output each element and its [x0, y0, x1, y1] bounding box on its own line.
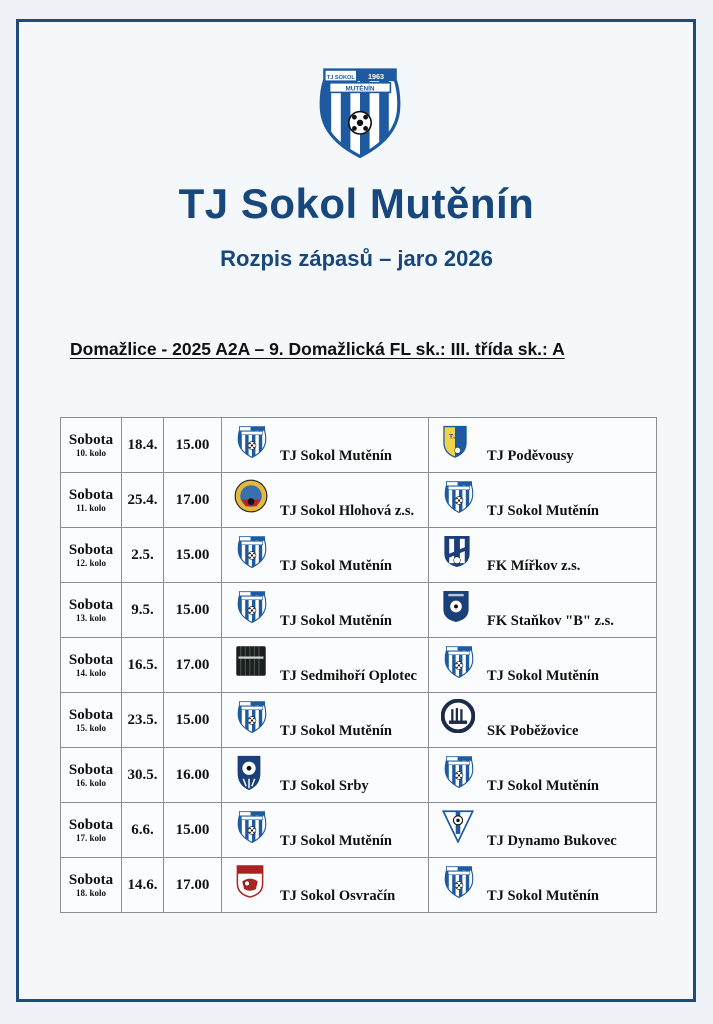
away-team-name: TJ Sokol Mutěnín — [487, 668, 599, 684]
day-label: Sobota — [68, 761, 114, 778]
time-cell: 15.00 — [164, 583, 222, 638]
mutenin-crest-icon — [441, 754, 477, 786]
time-cell: 15.00 — [164, 528, 222, 583]
date-cell: 2.5. — [122, 528, 164, 583]
date-cell: 16.5. — [122, 638, 164, 693]
oplotec-crest-icon — [234, 644, 270, 676]
time-cell: 17.00 — [164, 638, 222, 693]
day-label: Sobota — [68, 871, 114, 888]
round-label: 12. kolo — [75, 557, 106, 568]
date-cell: 30.5. — [122, 748, 164, 803]
svg-text:TJ: TJ — [449, 433, 457, 441]
date-cell: 23.5. — [122, 693, 164, 748]
home-team-cell — [222, 638, 429, 693]
round-label: 11. kolo — [76, 502, 106, 513]
day-label: Sobota — [68, 486, 114, 503]
page-title: TJ Sokol Mutěnín — [178, 180, 535, 227]
day-label: Sobota — [68, 706, 114, 723]
home-team-name: TJ Sokol Mutěnín — [280, 558, 392, 574]
home-team-name: TJ Sokol Mutěnín — [280, 613, 392, 629]
srby-crest-icon — [234, 754, 270, 786]
round-label: 18. kolo — [75, 887, 106, 898]
pobezovice-crest-icon — [441, 699, 477, 731]
home-team-cell — [222, 858, 429, 913]
home-team-cell — [222, 583, 429, 638]
svg-text:TJ SOKOL: TJ SOKOL — [326, 74, 355, 81]
away-team-cell — [429, 748, 657, 803]
mutenin-crest-icon — [234, 534, 270, 566]
time-cell: 15.00 — [164, 803, 222, 858]
home-team-name: TJ Sokol Hlohová z.s. — [280, 503, 415, 519]
table-row — [61, 748, 657, 803]
mutenin-crest-icon — [234, 809, 270, 841]
home-team-cell — [222, 803, 429, 858]
away-team-name: FK Staňkov "B" z.s. — [487, 613, 614, 629]
away-team-cell — [429, 638, 657, 693]
time-cell: 15.00 — [164, 418, 222, 473]
home-team-name: TJ Sokol Osvračín — [280, 888, 396, 904]
round-label: 15. kolo — [75, 722, 106, 733]
home-team-cell — [222, 693, 429, 748]
time-cell: 16.00 — [164, 748, 222, 803]
date-cell: 18.4. — [122, 418, 164, 473]
away-team-name: TJ Sokol Mutěnín — [487, 778, 599, 794]
date-cell: 6.6. — [122, 803, 164, 858]
day-cell — [61, 418, 122, 473]
day-cell — [61, 638, 122, 693]
away-team-name: TJ Sokol Mutěnín — [487, 888, 599, 904]
mutenin-crest-icon — [234, 424, 270, 456]
table-row — [61, 473, 657, 528]
day-cell — [61, 528, 122, 583]
away-team-name: TJ Sokol Mutěnín — [487, 503, 599, 519]
away-team-name: TJ Dynamo Bukovec — [487, 833, 617, 849]
away-team-cell — [429, 803, 657, 858]
round-label: 16. kolo — [75, 777, 106, 788]
away-team-cell — [429, 858, 657, 913]
away-team-name: TJ Poděvousy — [487, 448, 574, 464]
table-row — [61, 693, 657, 748]
away-team-cell — [429, 583, 657, 638]
home-team-cell — [222, 748, 429, 803]
page-subtitle: Rozpis zápasů – jaro 2026 — [220, 246, 493, 271]
home-team-cell — [222, 473, 429, 528]
day-label: Sobota — [68, 651, 114, 668]
home-team-name: TJ Sedmihoří Oplotec — [280, 668, 417, 684]
mutenin-crest-icon — [234, 699, 270, 731]
svg-text:1963: 1963 — [368, 71, 384, 81]
round-label: 17. kolo — [75, 832, 106, 843]
home-team-cell — [222, 418, 429, 473]
date-cell: 14.6. — [122, 858, 164, 913]
away-team-cell — [429, 418, 657, 473]
table-row — [61, 583, 657, 638]
league-heading: Domažlice - 2025 A2A – 9. Domažlická FL sk.: III. třída sk.: A — [70, 339, 565, 359]
mutenin-crest-icon — [441, 644, 477, 676]
day-label: Sobota — [68, 816, 114, 833]
stankov-crest-icon — [441, 589, 477, 621]
away-team-cell — [429, 693, 657, 748]
home-team-name: TJ Sokol Mutěnín — [280, 448, 392, 464]
round-label: 10. kolo — [75, 447, 106, 458]
podevousy-crest-icon — [441, 424, 477, 456]
day-cell — [61, 748, 122, 803]
away-team-name: SK Poběžovice — [487, 723, 579, 739]
home-team-cell — [222, 528, 429, 583]
table-row — [61, 638, 657, 693]
table-row — [61, 858, 657, 913]
day-label: Sobota — [68, 541, 114, 558]
mutenin-crest-icon — [441, 479, 477, 511]
bukovec-crest-icon — [441, 809, 477, 841]
osvracin-crest-icon — [234, 864, 270, 896]
away-team-cell — [429, 528, 657, 583]
date-cell: 9.5. — [122, 583, 164, 638]
hlohova-crest-icon — [234, 479, 270, 511]
round-label: 14. kolo — [75, 667, 106, 678]
away-team-name: FK Mířkov z.s. — [487, 558, 581, 574]
home-team-name: TJ Sokol Srby — [280, 778, 369, 794]
time-cell: 17.00 — [164, 473, 222, 528]
away-team-cell — [429, 473, 657, 528]
day-cell — [61, 693, 122, 748]
mutenin-crest-icon — [234, 589, 270, 621]
svg-text:MUTĚNÍN: MUTĚNÍN — [345, 85, 375, 93]
time-cell: 15.00 — [164, 693, 222, 748]
day-cell — [61, 473, 122, 528]
time-cell: 17.00 — [164, 858, 222, 913]
club-logo — [318, 62, 402, 158]
round-label: 13. kolo — [75, 612, 106, 623]
day-cell — [61, 583, 122, 638]
home-team-name: TJ Sokol Mutěnín — [280, 833, 392, 849]
date-cell: 25.4. — [122, 473, 164, 528]
day-cell — [61, 858, 122, 913]
day-label: Sobota — [68, 431, 114, 448]
table-row — [61, 528, 657, 583]
mirkov-crest-icon — [441, 534, 477, 566]
match-schedule-table — [60, 417, 657, 913]
day-label: Sobota — [68, 596, 114, 613]
day-cell — [61, 803, 122, 858]
mutenin-crest-icon — [441, 864, 477, 896]
table-row — [61, 803, 657, 858]
home-team-name: TJ Sokol Mutěnín — [280, 723, 392, 739]
table-row — [61, 418, 657, 473]
